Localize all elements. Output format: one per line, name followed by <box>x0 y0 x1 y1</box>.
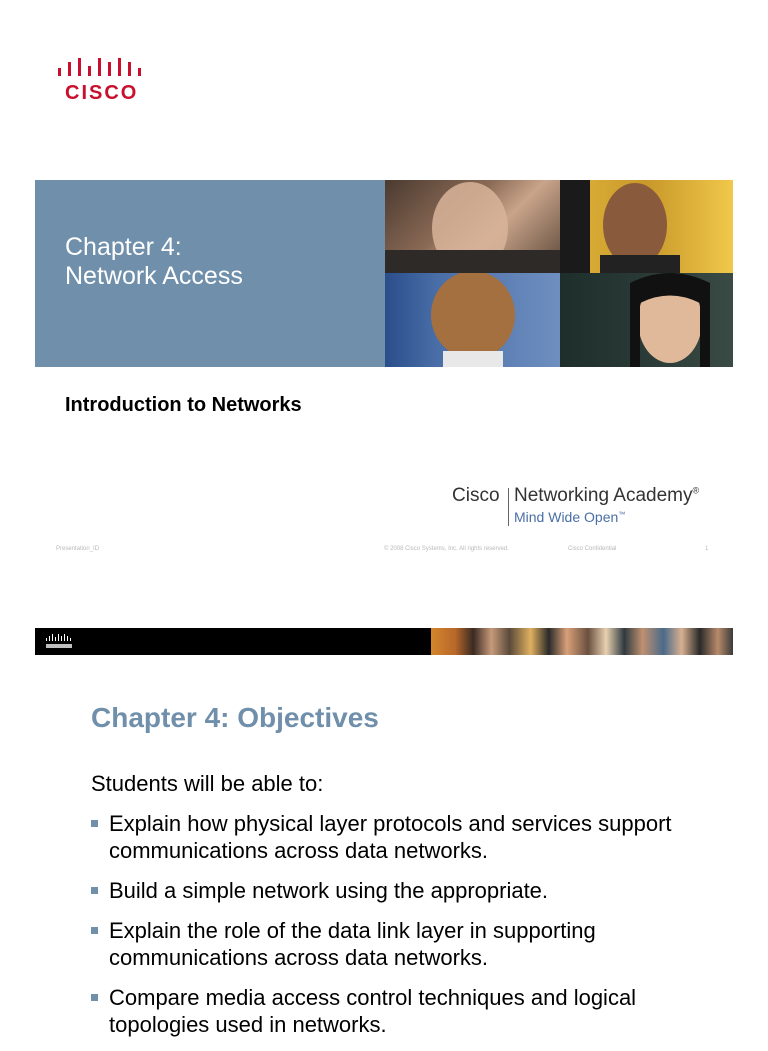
netacad-tagline: Mind Wide Open™ <box>514 509 626 525</box>
chapter-title-line1: Chapter 4: <box>65 233 182 261</box>
student-photo <box>560 273 733 367</box>
footer-confidential: Cisco Confidential <box>568 546 617 552</box>
title-band <box>35 180 385 367</box>
list-item: Explain how physical layer protocols and services support communications across data networks. <box>91 810 711 864</box>
objectives-slide <box>0 590 768 1037</box>
student-photo-collage <box>385 180 733 367</box>
footer-copyright: © 2008 Cisco Systems, Inc. All rights reserved. <box>384 546 509 552</box>
list-item: Build a simple network using the appropriate. <box>91 877 711 904</box>
netacad-divider <box>508 488 509 526</box>
lead-text: Students will be able to: <box>91 771 324 796</box>
student-photo <box>385 273 560 367</box>
cisco-small-logo-icon <box>45 633 75 651</box>
header-photo-strip <box>431 628 733 655</box>
list-item: Explain the role of the data link layer in supporting communications across data networks. <box>91 917 711 971</box>
student-photo <box>560 180 733 273</box>
bullet-icon <box>91 994 98 1001</box>
slide-title: Chapter 4: Objectives <box>91 702 379 733</box>
course-subtitle: Introduction to Networks <box>65 394 302 416</box>
header-bar <box>35 628 733 655</box>
networking-academy-logo <box>452 485 722 530</box>
bullet-icon <box>91 927 98 934</box>
chapter-title <box>65 233 243 291</box>
bullet-icon <box>91 887 98 894</box>
footer-page-number: 1 <box>705 546 709 552</box>
netacad-name: Networking Academy® <box>514 485 700 506</box>
cisco-wordmark: CISCO <box>65 82 139 104</box>
bullet-icon <box>91 820 98 827</box>
cisco-bars-icon <box>56 56 146 80</box>
netacad-cisco-text: Cisco <box>452 485 500 506</box>
cisco-logo <box>56 56 146 104</box>
list-item: Compare media access control techniques and logical topologies used in networks. <box>91 984 711 1038</box>
chapter-title-line2: Network Access <box>65 262 243 290</box>
footer-presentation-id: Presentation_ID <box>56 546 100 552</box>
objectives-list <box>91 810 711 1051</box>
student-photo <box>385 180 560 273</box>
